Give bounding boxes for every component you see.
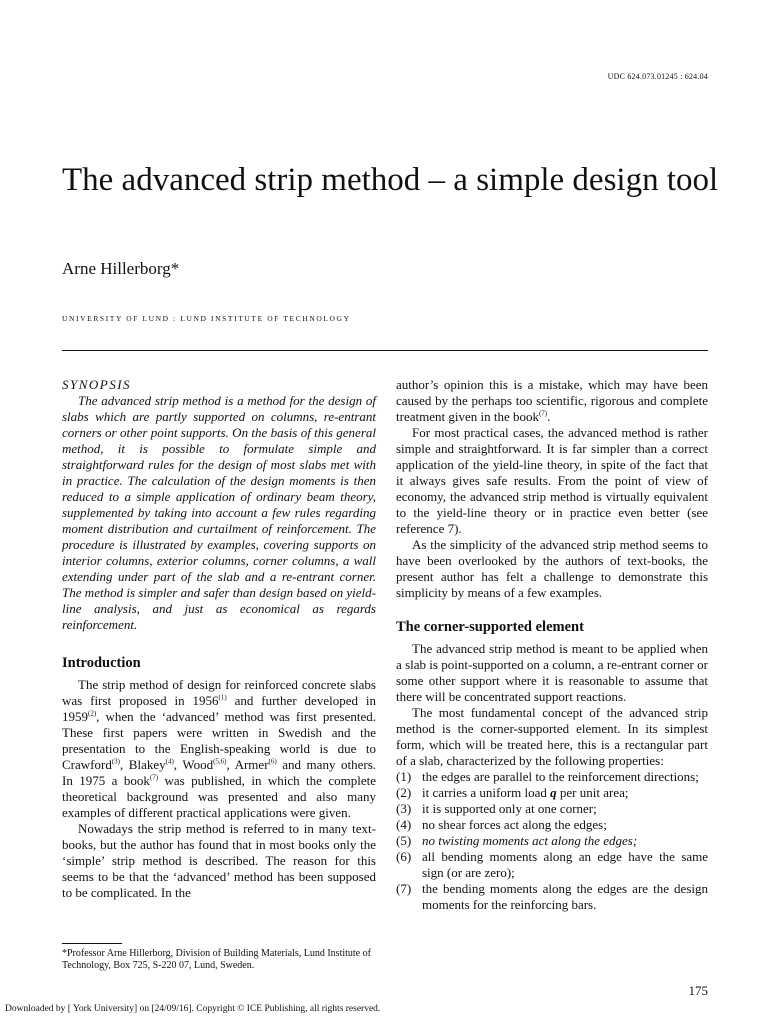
corner-paragraph-1: The advanced strip method is meant to be applied when a slab is point-supported on a column, a re-entrant corner or some other support where it is reasonable to assume that there will be concentrated support reactions. [396,641,708,704]
udc-code: UDC 624.073.01245 : 624.04 [607,72,708,81]
practical-cases-paragraph: For most practical cases, the advanced method is rather simple and straightforward. It is far simpler than a correct application of the yield-line theory, in spite of the fact that it always gives safe results. From the point of view of economy, the advanced strip method is virtually equivalent to the yield-line theory or in practice even better (see reference 7). [396,425,708,536]
introduction-heading: Introduction [62,655,141,671]
list-item: (5) no twisting moments act along the edges; [396,833,638,848]
introduction-paragraph-1: The strip method of design for reinforced concrete slabs was first proposed in 1956$^{(1)}$ and further developed in 1959$^{(2)}$, when the ‘advanced’ method was first presented. These first papers were written in Swedish and the presentation to the English-speaking world is due to Crawford$^{(3)}$, Blakey$^{(4)}$, Wood$^{(5,6)}$, Armer$^{(6)}$ and many others. In 1975 a book$^{(7)}$ was published, in which the complete theoretical background was presented and also many examples of different practical applications were given. [62,677,377,820]
header-rule [62,350,708,351]
list-item: (2) it carries a uniform load q per unit area; [396,785,629,800]
synopsis-heading: SYNOPSIS [62,377,132,392]
corner-section-heading: The corner-supported element [396,619,584,635]
list-item: (4) no shear forces act along the edges; [396,817,607,832]
author-footnote: *Professor Arne Hillerborg, Division of Building Materials, Lund Institute of Technology, Box 725, S-220 07, Lund, Sweden. [62,948,371,971]
affiliation: UNIVERSITY OF LUND : LUND INSTITUTE OF TECHNOLOGY [62,314,351,323]
page-number: 175 [688,983,708,998]
list-item: (7) the bending moments along the edges are the design moments for the reinforcing bars. [396,881,708,912]
introduction-paragraph-2: Nowadays the strip method is referred to in many text-books, but the author has found that in most books only the ‘simple’ strip method is described. The reason for this seems to be that the ‘advanced’ method has been supposed to be complicated. In the [62,821,376,900]
list-item: (6) all bending moments along an edge have the same sign (or are zero); [396,849,708,880]
paper-title: The advanced strip method – a simple design tool [62,162,719,198]
right-column [396,377,708,913]
intro-continuation-paragraph: author’s opinion this is a mistake, which may have been caused by the perhaps too scientific, rigorous and complete treatment given in the book$^{(7)}$. [396,377,708,424]
download-notice: Downloaded by [ York University] on [24/09/16]. Copyright © ICE Publishing, all rights reserved. [5,1004,381,1014]
list-item: (3) it is supported only at one corner; [396,801,597,816]
left-column [62,377,376,901]
author-name: Arne Hillerborg* [62,259,180,278]
corner-paragraph-2: The most fundamental concept of the advanced strip method is the corner-supported element. In its simplest form, which will be treated here, this is a rectangular part of a slab, characterized by the following properties: [396,705,708,768]
properties-list [396,769,708,913]
list-item: (1) the edges are parallel to the reinforcement directions; [396,769,699,784]
footnote-rule [62,943,122,944]
simplicity-paragraph: As the simplicity of the advanced strip method seems to have been overlooked by the authors of text-books, the present author has felt a challenge to demonstrate this simplicity by means of a few examples. [396,537,708,600]
synopsis-text: The advanced strip method is a method for the design of slabs which are partly supported on columns, re-entrant corners or other point supports. On the basis of this general method, it is possible to formulate simple and straightforward rules for the design of most slabs met with in practice. The calculation of the design moments is then reduced to a simple application of ordinary beam theory, supplemented by taking into account a few rules regarding moment distribution and curtailment of reinforcement. The procedure is illustrated by examples, covering supports on interior columns, exterior columns, corner columns, a wall extending under part of the slab and a re-entrant corner. The method is simpler and safer than design based on yield-line analysis, and just as economical as regards reinforcement. [62,393,376,632]
